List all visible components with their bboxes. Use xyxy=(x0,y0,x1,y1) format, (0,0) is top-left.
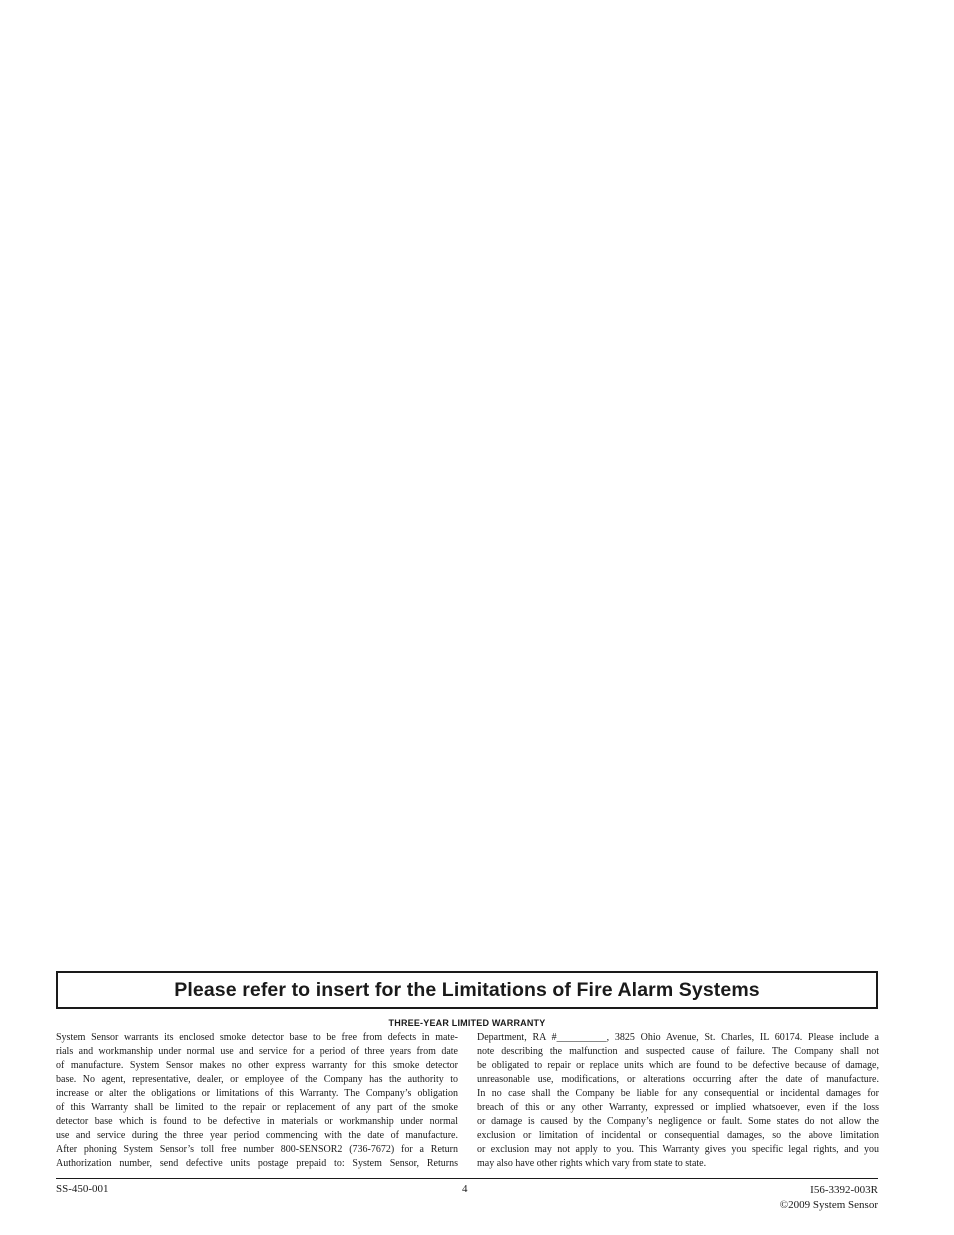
footer-doc-code: SS-450-001 xyxy=(56,1183,109,1195)
warranty-line: may also have other rights which vary from state to state. xyxy=(477,1158,707,1169)
warranty-line: rials and workmanship under normal use and service for a period of three years from date xyxy=(56,1046,458,1057)
warranty-line: note describing the malfunction and suspected cause of failure. The Company shall not xyxy=(477,1046,879,1057)
warranty-line: base. No agent, representative, dealer, or employee of the Company has the authority to xyxy=(56,1074,458,1085)
footer-part-info xyxy=(780,1183,878,1213)
footer-copyright: ©2009 System Sensor xyxy=(779,1199,878,1211)
footer-divider xyxy=(56,1178,878,1179)
warranty-line: detector base which is found to be defective in materials or workmanship under normal xyxy=(56,1116,458,1127)
warranty-line: use and service during the three year period commencing with the date of manufacture. xyxy=(56,1130,458,1141)
warranty-line: of manufacture. System Sensor makes no other express warranty for this smoke detector xyxy=(56,1060,458,1071)
warranty-line: Department, RA #__________, 3825 Ohio Avenue, St. Charles, IL 60174. Please include a xyxy=(477,1032,879,1043)
warranty-line: increase or alter the obligations or limitations of this Warranty. The Company’s obligation xyxy=(56,1088,458,1099)
warranty-line: System Sensor warrants its enclosed smoke detector base to be free from defects in mate- xyxy=(56,1032,458,1043)
warranty-line: breach of this or any other Warranty, expressed or implied whatsoever, even if the loss xyxy=(477,1102,879,1113)
warranty-title: THREE-YEAR LIMITED WARRANTY xyxy=(388,1018,546,1028)
footer-page-number: 4 xyxy=(462,1183,468,1195)
limitations-notice-box xyxy=(56,971,878,1009)
warranty-line: of this Warranty shall be limited to the repair or replacement of any part of the smoke xyxy=(56,1102,458,1113)
warranty-line: exclusion or limitation of incidental or consequential damages, so the above limitation xyxy=(477,1130,879,1141)
warranty-line: In no case shall the Company be liable for any consequential or incidental damages for xyxy=(477,1088,879,1099)
warranty-line: Authorization number, send defective units postage prepaid to: System Sensor, Returns xyxy=(56,1158,458,1169)
warranty-line: or damage is caused by the Company’s negligence or fault. Some states do not allow the xyxy=(477,1116,879,1127)
warranty-line: or exclusion may not apply to you. This Warranty gives you specific legal rights, and you xyxy=(477,1144,879,1155)
warranty-line: unreasonable use, modifications, or alterations occurring after the date of manufacture. xyxy=(477,1074,879,1085)
limitations-notice-text: Please refer to insert for the Limitations of Fire Alarm Systems xyxy=(174,978,760,1001)
warranty-column-right xyxy=(477,1031,879,1171)
warranty-line: After phoning System Sensor’s toll free number 800-SENSOR2 (736-7672) for a Return xyxy=(56,1144,458,1155)
footer-part-number: I56-3392-003R xyxy=(810,1184,878,1196)
warranty-column-left xyxy=(56,1031,458,1171)
warranty-line: be obligated to repair or replace units which are found to be defective because of damage, xyxy=(477,1060,879,1071)
